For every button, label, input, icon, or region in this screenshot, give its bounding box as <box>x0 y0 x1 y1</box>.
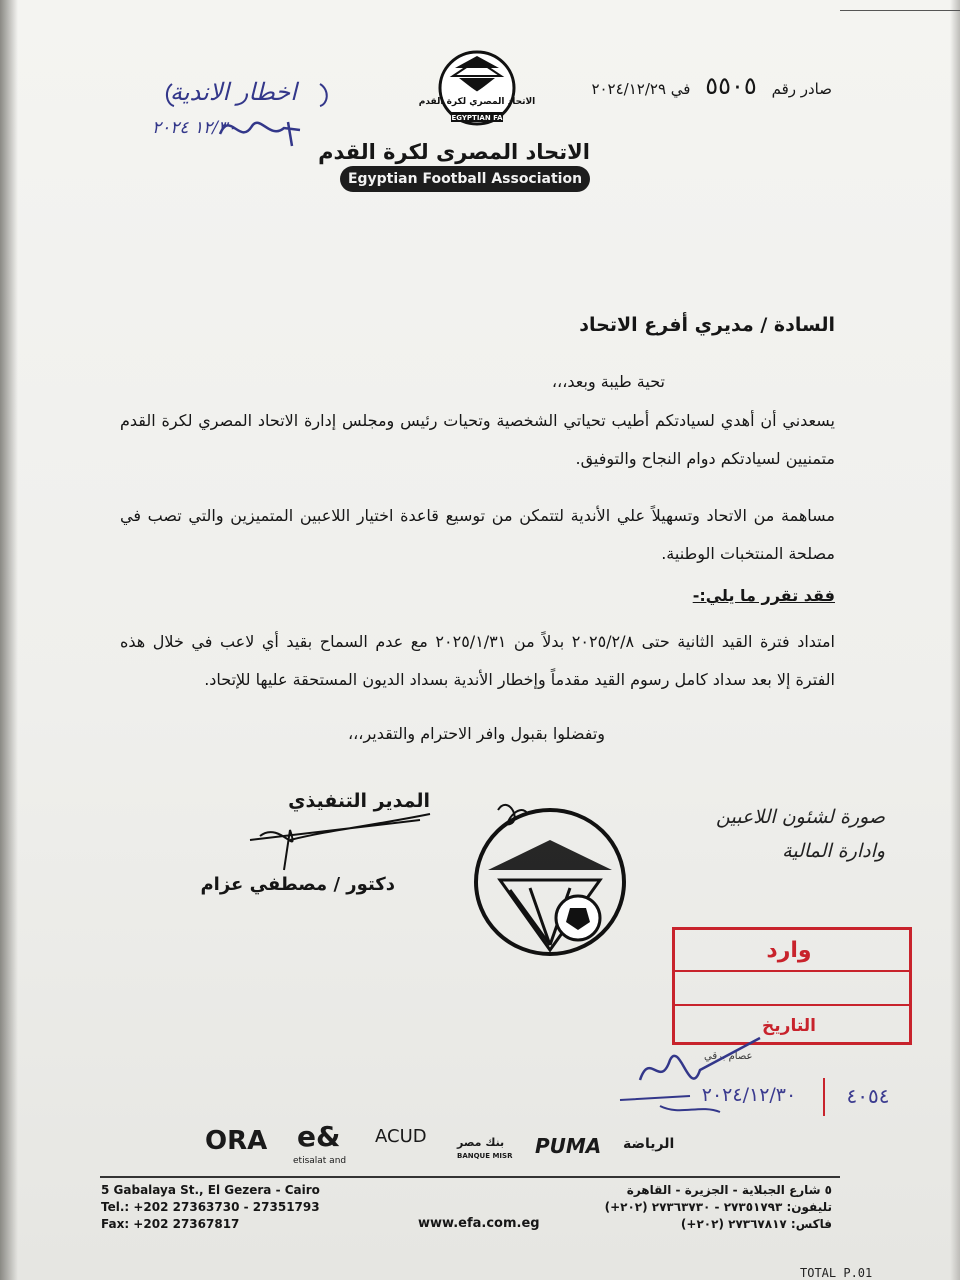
closing-line: وتفضلوا بقبول وافر الاحترام والتقدير،،، <box>347 724 605 743</box>
sponsor-ora: ORA <box>205 1126 268 1156</box>
sponsor-logos <box>205 1120 745 1170</box>
org-name-english: Egyptian Football Association <box>340 166 590 192</box>
handwritten-signature-bottom <box>600 1020 800 1130</box>
addressee: السادة / مديري أفرع الاتحاد <box>579 314 835 336</box>
footer-address-arabic <box>605 1182 832 1233</box>
footer-address-ar-line1: ٥ شارع الجبلاية - الجزيرة - القاهرة <box>626 1183 832 1197</box>
issue-label: صادر رقم <box>771 80 832 98</box>
handwritten-note-right-line2: وادارة المالية <box>782 840 886 862</box>
incoming-stamp-number: ٤٠٥٤ <box>846 1084 890 1108</box>
logo-text-en: EGYPTIAN FA <box>451 114 503 122</box>
paragraph-1: يسعدني أن أهدي لسيادتكم أطيب تحياتي الشخصية وتحيات رئيس ومجلس إدارة الاتحاد المصري لكرة القدم متمنيين لسيادتكم دوام النجاح والتوفيق. <box>120 411 835 468</box>
signature <box>220 800 440 880</box>
greeting: تحية طيبة وبعد،،، <box>551 372 665 391</box>
incoming-stamp-date-label: التاريخ <box>762 1016 816 1036</box>
page-edge-shadow-right <box>950 0 960 1280</box>
sponsor-sports: الرياضة <box>623 1136 675 1152</box>
handwritten-date-top: ١٢/٣٠ ٢٠٢٤ <box>152 118 237 138</box>
efa-logo <box>418 48 536 130</box>
date-prefix: في <box>670 80 691 98</box>
footer-address-ar-line2: تليفون: ٢٧٣٥١٧٩٣ - ٢٧٣٦٣٧٣٠ (٢٠٢+) <box>604 1200 832 1214</box>
initials-mark <box>488 790 538 840</box>
issue-date: ٢٠٢٤/١٢/٢٩ <box>591 80 666 98</box>
signer-title: المدير التنفيذي <box>288 790 430 812</box>
handwritten-note-top: اخطار الاندية <box>170 78 297 106</box>
footer-address-ar-line3: فاكس: ٢٧٣٦٧٨١٧ (٢٠٢+) <box>680 1217 832 1231</box>
issue-number: ٥٥٠٥ <box>705 72 757 100</box>
handwritten-signature-top <box>160 70 340 170</box>
footer-divider <box>100 1176 840 1178</box>
paragraph-3: امتداد فترة القيد الثانية حتى ٢٠٢٥/٢/٨ بدلاً من ٢٠٢٥/١/٣١ مع عدم السماح بقيد أي لاعب في خلال هذه الفترة إلا بعد سداد كامل رسوم القيد مقدماً وإخطار الأندية بسداد الديون المستحقة عليها للإتحاد. <box>120 632 836 689</box>
handwritten-note-right <box>716 800 885 868</box>
paragraph-2: مساهمة من الاتحاد وتسهيلاً علي الأندية لتتمكن من توسيع قاعدة اختيار اللاعبين المتميزين والتي تصب في مصلحة المنتخبات الوطنية. <box>120 506 835 563</box>
sponsor-banque-misr: BANQUE MISR <box>457 1152 513 1160</box>
footer-website: www.efa.com.eg <box>418 1216 540 1231</box>
handwritten-note-right-line1: صورة لشئون اللاعبين <box>716 806 886 828</box>
page-edge-shadow <box>0 0 18 1280</box>
sponsor-eand-caption: etisalat and <box>293 1156 347 1166</box>
logo-text-ar: الاتحاد المصري لكرة القدم <box>418 97 536 107</box>
org-name-arabic: الاتحاد المصرى لكرة القدم <box>318 140 590 164</box>
scan-edge-mark <box>840 0 960 11</box>
signer-name: دكتور / مصطفي عزام <box>200 874 395 895</box>
issue-number-line <box>591 72 832 100</box>
decision-heading: فقد تقرر ما يلي:- <box>692 586 835 605</box>
sponsor-eand: e& <box>297 1120 341 1153</box>
sponsor-acud: ACUD <box>375 1126 427 1147</box>
fax-page-total: TOTAL P.01 <box>800 1266 873 1280</box>
small-handwritten-name: عصام برقي <box>704 1051 753 1062</box>
sponsor-puma: PUMA <box>535 1134 602 1158</box>
incoming-stamp-title: وارد <box>766 938 812 963</box>
footer-address-english: 5 Gabalaya St., El Gezera - Cairo Tel.: +202 27363730 - 27351793 Fax: +202 27367817 <box>101 1183 320 1231</box>
incoming-stamp-date-value: ٢٠٢٤/١٢/٣٠ <box>701 1084 797 1106</box>
sponsor-banque-misr-ar: بنك مصر <box>457 1136 505 1149</box>
